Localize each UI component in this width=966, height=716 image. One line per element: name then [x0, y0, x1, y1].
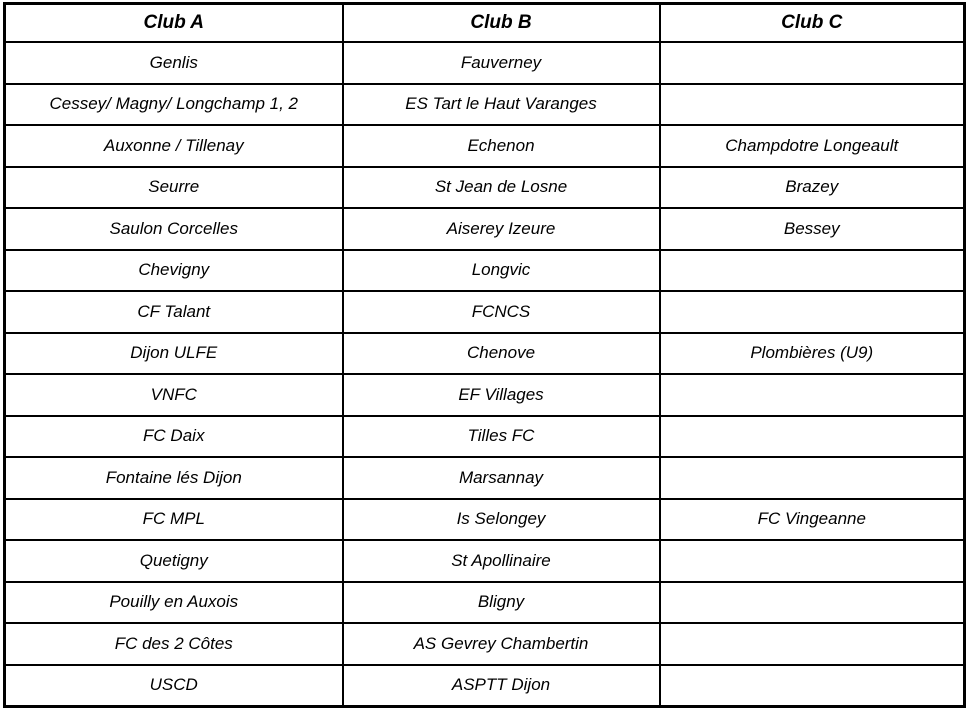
- table-row: [5, 457, 965, 499]
- table-row: [5, 84, 965, 126]
- table-cell: Chenove: [343, 333, 660, 375]
- table-cell: Auxonne / Tillenay: [5, 125, 343, 167]
- table-row: [5, 582, 965, 624]
- table-cell: Fontaine lés Dijon: [5, 457, 343, 499]
- table-cell: USCD: [5, 665, 343, 707]
- table-cell: ASPTT Dijon: [343, 665, 660, 707]
- table-cell: [660, 540, 965, 582]
- table-row: [5, 250, 965, 292]
- table-row: [5, 623, 965, 665]
- table-cell: Brazey: [660, 167, 965, 209]
- table-row: [5, 665, 965, 707]
- table-cell: Chevigny: [5, 250, 343, 292]
- table-cell: FC MPL: [5, 499, 343, 541]
- table-row: [5, 42, 965, 84]
- table-row: [5, 167, 965, 209]
- table-row: [5, 416, 965, 458]
- table-cell: [660, 42, 965, 84]
- table-cell: Plombières (U9): [660, 333, 965, 375]
- table-cell: Seurre: [5, 167, 343, 209]
- header-row: [5, 4, 965, 43]
- table-cell: [660, 416, 965, 458]
- table-row: [5, 291, 965, 333]
- table-cell: [660, 291, 965, 333]
- table-cell: [660, 250, 965, 292]
- table-cell: AS Gevrey Chambertin: [343, 623, 660, 665]
- table-cell: FC des 2 Côtes: [5, 623, 343, 665]
- table-cell: Cessey/ Magny/ Longchamp 1, 2: [5, 84, 343, 126]
- table-cell: FC Vingeanne: [660, 499, 965, 541]
- table-cell: Is Selongey: [343, 499, 660, 541]
- column-header-club-c: Club C: [660, 4, 965, 43]
- table-cell: Bligny: [343, 582, 660, 624]
- table-cell: Longvic: [343, 250, 660, 292]
- table-cell: [660, 457, 965, 499]
- table-cell: [660, 665, 965, 707]
- column-header-club-b: Club B: [343, 4, 660, 43]
- table-cell: [660, 582, 965, 624]
- table-row: [5, 499, 965, 541]
- table-cell: VNFC: [5, 374, 343, 416]
- table-cell: Pouilly en Auxois: [5, 582, 343, 624]
- table-cell: Marsannay: [343, 457, 660, 499]
- table-cell: FCNCS: [343, 291, 660, 333]
- table-cell: Saulon Corcelles: [5, 208, 343, 250]
- table-cell: Genlis: [5, 42, 343, 84]
- table-cell: ES Tart le Haut Varanges: [343, 84, 660, 126]
- table-cell: FC Daix: [5, 416, 343, 458]
- table-cell: Aiserey Izeure: [343, 208, 660, 250]
- table-cell: Bessey: [660, 208, 965, 250]
- table-cell: Fauverney: [343, 42, 660, 84]
- table-cell: EF Villages: [343, 374, 660, 416]
- table-cell: CF Talant: [5, 291, 343, 333]
- clubs-table: [3, 2, 966, 708]
- table-cell: [660, 84, 965, 126]
- table-cell: Quetigny: [5, 540, 343, 582]
- table-row: [5, 540, 965, 582]
- table-row: [5, 208, 965, 250]
- table-row: [5, 374, 965, 416]
- table-cell: St Jean de Losne: [343, 167, 660, 209]
- column-header-club-a: Club A: [5, 4, 343, 43]
- table-cell: Echenon: [343, 125, 660, 167]
- table-cell: Champdotre Longeault: [660, 125, 965, 167]
- table-row: [5, 125, 965, 167]
- table-cell: Dijon ULFE: [5, 333, 343, 375]
- table-row: [5, 333, 965, 375]
- table-cell: Tilles FC: [343, 416, 660, 458]
- table-cell: [660, 623, 965, 665]
- table-cell: [660, 374, 965, 416]
- table-cell: St Apollinaire: [343, 540, 660, 582]
